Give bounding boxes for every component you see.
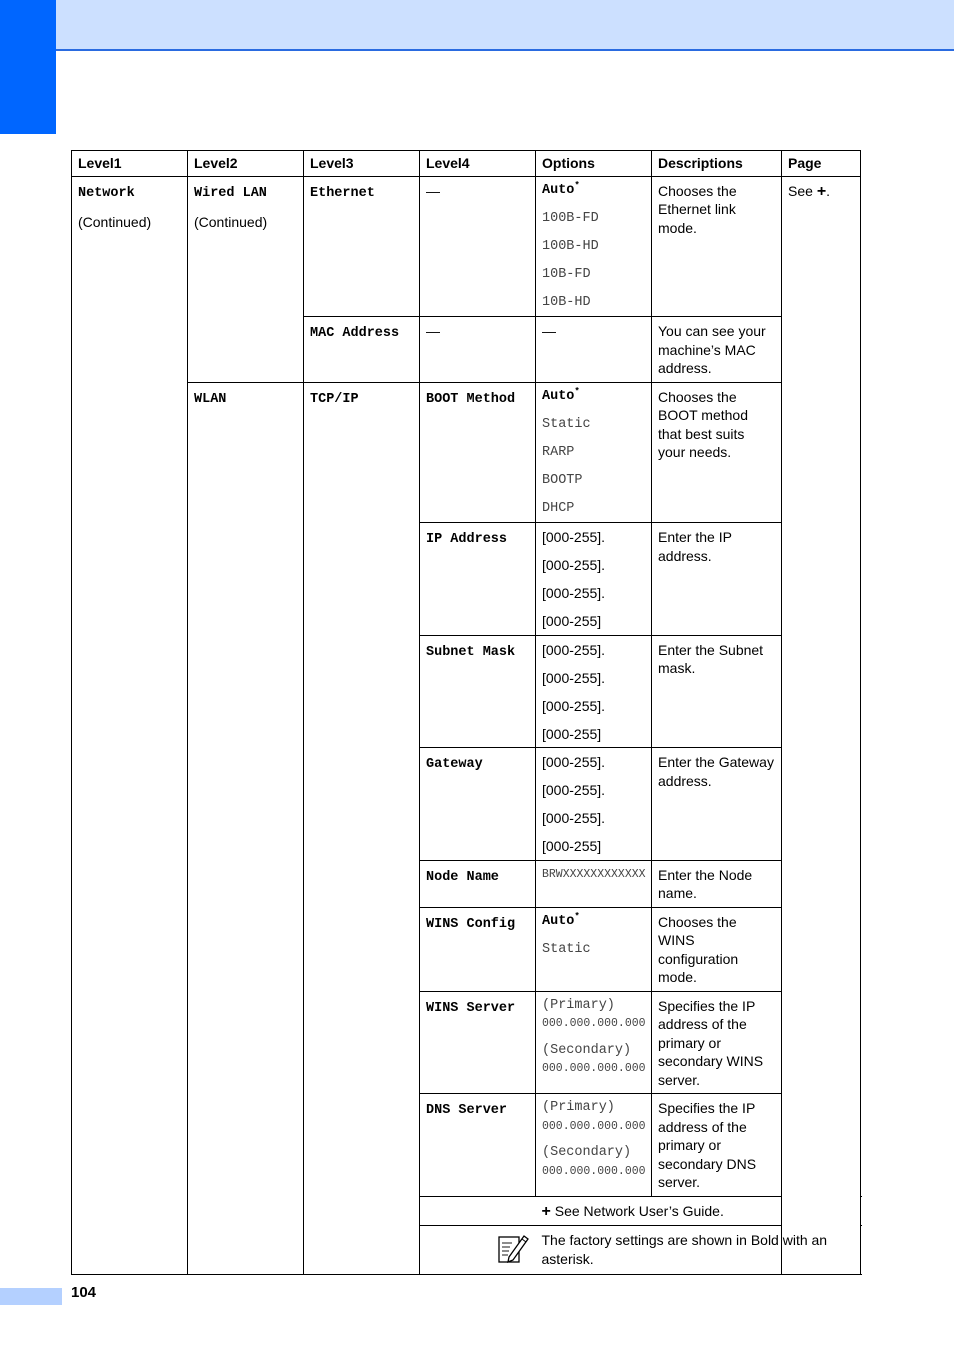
cell-options-mac: — <box>536 317 652 383</box>
option-10b-hd: 10B-HD <box>542 294 591 310</box>
cell-desc-mac: You can see your machine’s MAC address. <box>652 317 782 383</box>
header-row <box>72 151 861 177</box>
cell-level4-boot <box>420 382 536 523</box>
cell-level4-dns-server <box>420 1094 536 1197</box>
page-number-bar <box>0 1288 62 1305</box>
level4-wins-server: WINS Server <box>426 1000 516 1016</box>
option-range: [000-255]. <box>542 641 606 658</box>
option-bootp: BOOTP <box>542 472 583 488</box>
option-secondary-value: 000.000.000.000 <box>542 1062 646 1075</box>
level4-node-name: Node Name <box>426 869 499 885</box>
cell-options-ethernet <box>536 176 652 317</box>
cell-page <box>782 176 861 1274</box>
option-auto: Auto* <box>542 911 580 929</box>
cell-desc-wins-server: Specifies the IP address of the primary or secondary WINS server. <box>652 991 782 1094</box>
option-range: [000-255] <box>542 838 602 854</box>
header-page: Page <box>782 151 861 177</box>
option-range: [000-255]. <box>542 754 606 770</box>
option-100b-fd: 100B-FD <box>542 210 599 226</box>
cell-level2-wlan <box>188 382 304 1274</box>
cell-options-gateway <box>536 748 652 861</box>
cell-desc-node: Enter the Node name. <box>652 860 782 907</box>
cell-level4-wins-config <box>420 907 536 991</box>
option-secondary-label: (Secondary) <box>542 1042 632 1058</box>
header-level3: Level3 <box>304 151 420 177</box>
cell-level3-ethernet <box>304 176 420 317</box>
option-10b-fd: 10B-FD <box>542 266 591 282</box>
cell-desc-ip: Enter the IP address. <box>652 523 782 636</box>
cell-level2-wired <box>188 176 304 382</box>
table-row-boot-method <box>72 382 861 523</box>
cell-desc-gateway: Enter the Gateway address. <box>652 748 782 861</box>
level2-wlan: WLAN <box>194 391 227 407</box>
cell-level4-gateway <box>420 748 536 861</box>
footer-see-note <box>536 1196 861 1226</box>
level4-dns-server: DNS Server <box>426 1103 508 1118</box>
option-range: [000-255]. <box>542 697 606 714</box>
option-range: [000-255]. <box>542 810 606 826</box>
level4-boot-method: BOOT Method <box>426 391 516 407</box>
cell-level4-mac: — <box>420 317 536 383</box>
level1-network: Network <box>78 185 135 201</box>
option-auto: Auto* <box>542 180 580 198</box>
cell-level3-tcpip <box>304 382 420 1274</box>
footer-factory-note: The factory settings are shown in Bold with an asterisk. <box>536 1226 861 1275</box>
cell-options-subnet <box>536 635 652 748</box>
cross-reference-icon: + <box>541 1202 551 1220</box>
option-primary-value: 000.000.000.000 <box>542 1017 646 1030</box>
level4-subnet-mask: Subnet Mask <box>426 644 516 660</box>
option-secondary-value: 000.000.000.000 <box>542 1164 646 1178</box>
level3-tcpip: TCP/IP <box>310 391 359 407</box>
level3-mac-address: MAC Address <box>310 326 400 341</box>
option-static: Static <box>542 416 591 432</box>
cell-level4-ethernet: — <box>420 176 536 317</box>
cell-level4-node <box>420 860 536 907</box>
see-network-guide-text: See Network User’s Guide. <box>554 1202 724 1219</box>
option-auto: Auto* <box>542 386 580 404</box>
cell-level3-mac <box>304 317 420 383</box>
page-number: 104 <box>71 1284 97 1301</box>
option-100b-hd: 100B-HD <box>542 238 599 254</box>
level4-ip-address: IP Address <box>426 532 508 547</box>
cell-desc-dns-server: Specifies the IP address of the primary or secondary DNS server. <box>652 1094 782 1197</box>
level2-continued: (Continued) <box>194 213 268 230</box>
header-options: Options <box>536 151 652 177</box>
cell-level4-wins-server <box>420 991 536 1094</box>
cell-options-dns-server <box>536 1094 652 1197</box>
cell-options-wins-config <box>536 907 652 991</box>
option-range: [000-255]. <box>542 782 606 798</box>
option-primary-label: (Primary) <box>542 1100 615 1115</box>
header-descriptions: Descriptions <box>652 151 782 177</box>
option-range: [000-255]. <box>542 557 606 573</box>
cell-desc-subnet: Enter the Subnet mask. <box>652 635 782 748</box>
option-range: [000-255]. <box>542 585 606 601</box>
header-band <box>0 0 954 51</box>
cross-reference-icon: + <box>816 182 827 200</box>
page-period: . <box>826 182 831 199</box>
cell-level4-subnet <box>420 635 536 748</box>
cell-options-node <box>536 860 652 907</box>
option-static: Static <box>542 941 591 957</box>
option-range: [000-255] <box>542 725 602 742</box>
note-pencil-icon <box>496 1231 530 1265</box>
chapter-tab <box>0 0 56 134</box>
option-node-name: BRWXXXXXXXXXXXX <box>542 867 646 881</box>
level4-wins-config: WINS Config <box>426 916 516 932</box>
option-primary-value: 000.000.000.000 <box>542 1119 646 1133</box>
cell-desc-boot: Chooses the BOOT method that best suits your needs. <box>652 382 782 523</box>
level3-ethernet: Ethernet <box>310 185 375 201</box>
table-row-ethernet <box>72 176 861 317</box>
cell-options-boot <box>536 382 652 523</box>
option-range: [000-255]. <box>542 669 606 686</box>
option-dhcp: DHCP <box>542 500 575 516</box>
option-range: [000-255] <box>542 613 602 629</box>
cell-desc-wins-config: Chooses the WINS configuration mode. <box>652 907 782 991</box>
level2-wired-lan: Wired LAN <box>194 185 267 201</box>
cell-level1 <box>72 176 188 1274</box>
page-see: See <box>788 182 813 199</box>
cell-options-ip <box>536 523 652 636</box>
settings-table <box>71 150 861 1275</box>
option-secondary-label: (Secondary) <box>542 1145 632 1160</box>
cell-desc-ethernet: Chooses the Ethernet link mode. <box>652 176 782 317</box>
header-level2: Level2 <box>188 151 304 177</box>
option-primary-label: (Primary) <box>542 997 615 1013</box>
level4-gateway: Gateway <box>426 757 483 772</box>
cell-options-wins-server <box>536 991 652 1094</box>
header-level4: Level4 <box>420 151 536 177</box>
cell-level4-ip <box>420 523 536 636</box>
level1-continued: (Continued) <box>78 213 152 230</box>
option-rarp: RARP <box>542 444 575 460</box>
option-range: [000-255]. <box>542 529 606 545</box>
header-level1: Level1 <box>72 151 188 177</box>
